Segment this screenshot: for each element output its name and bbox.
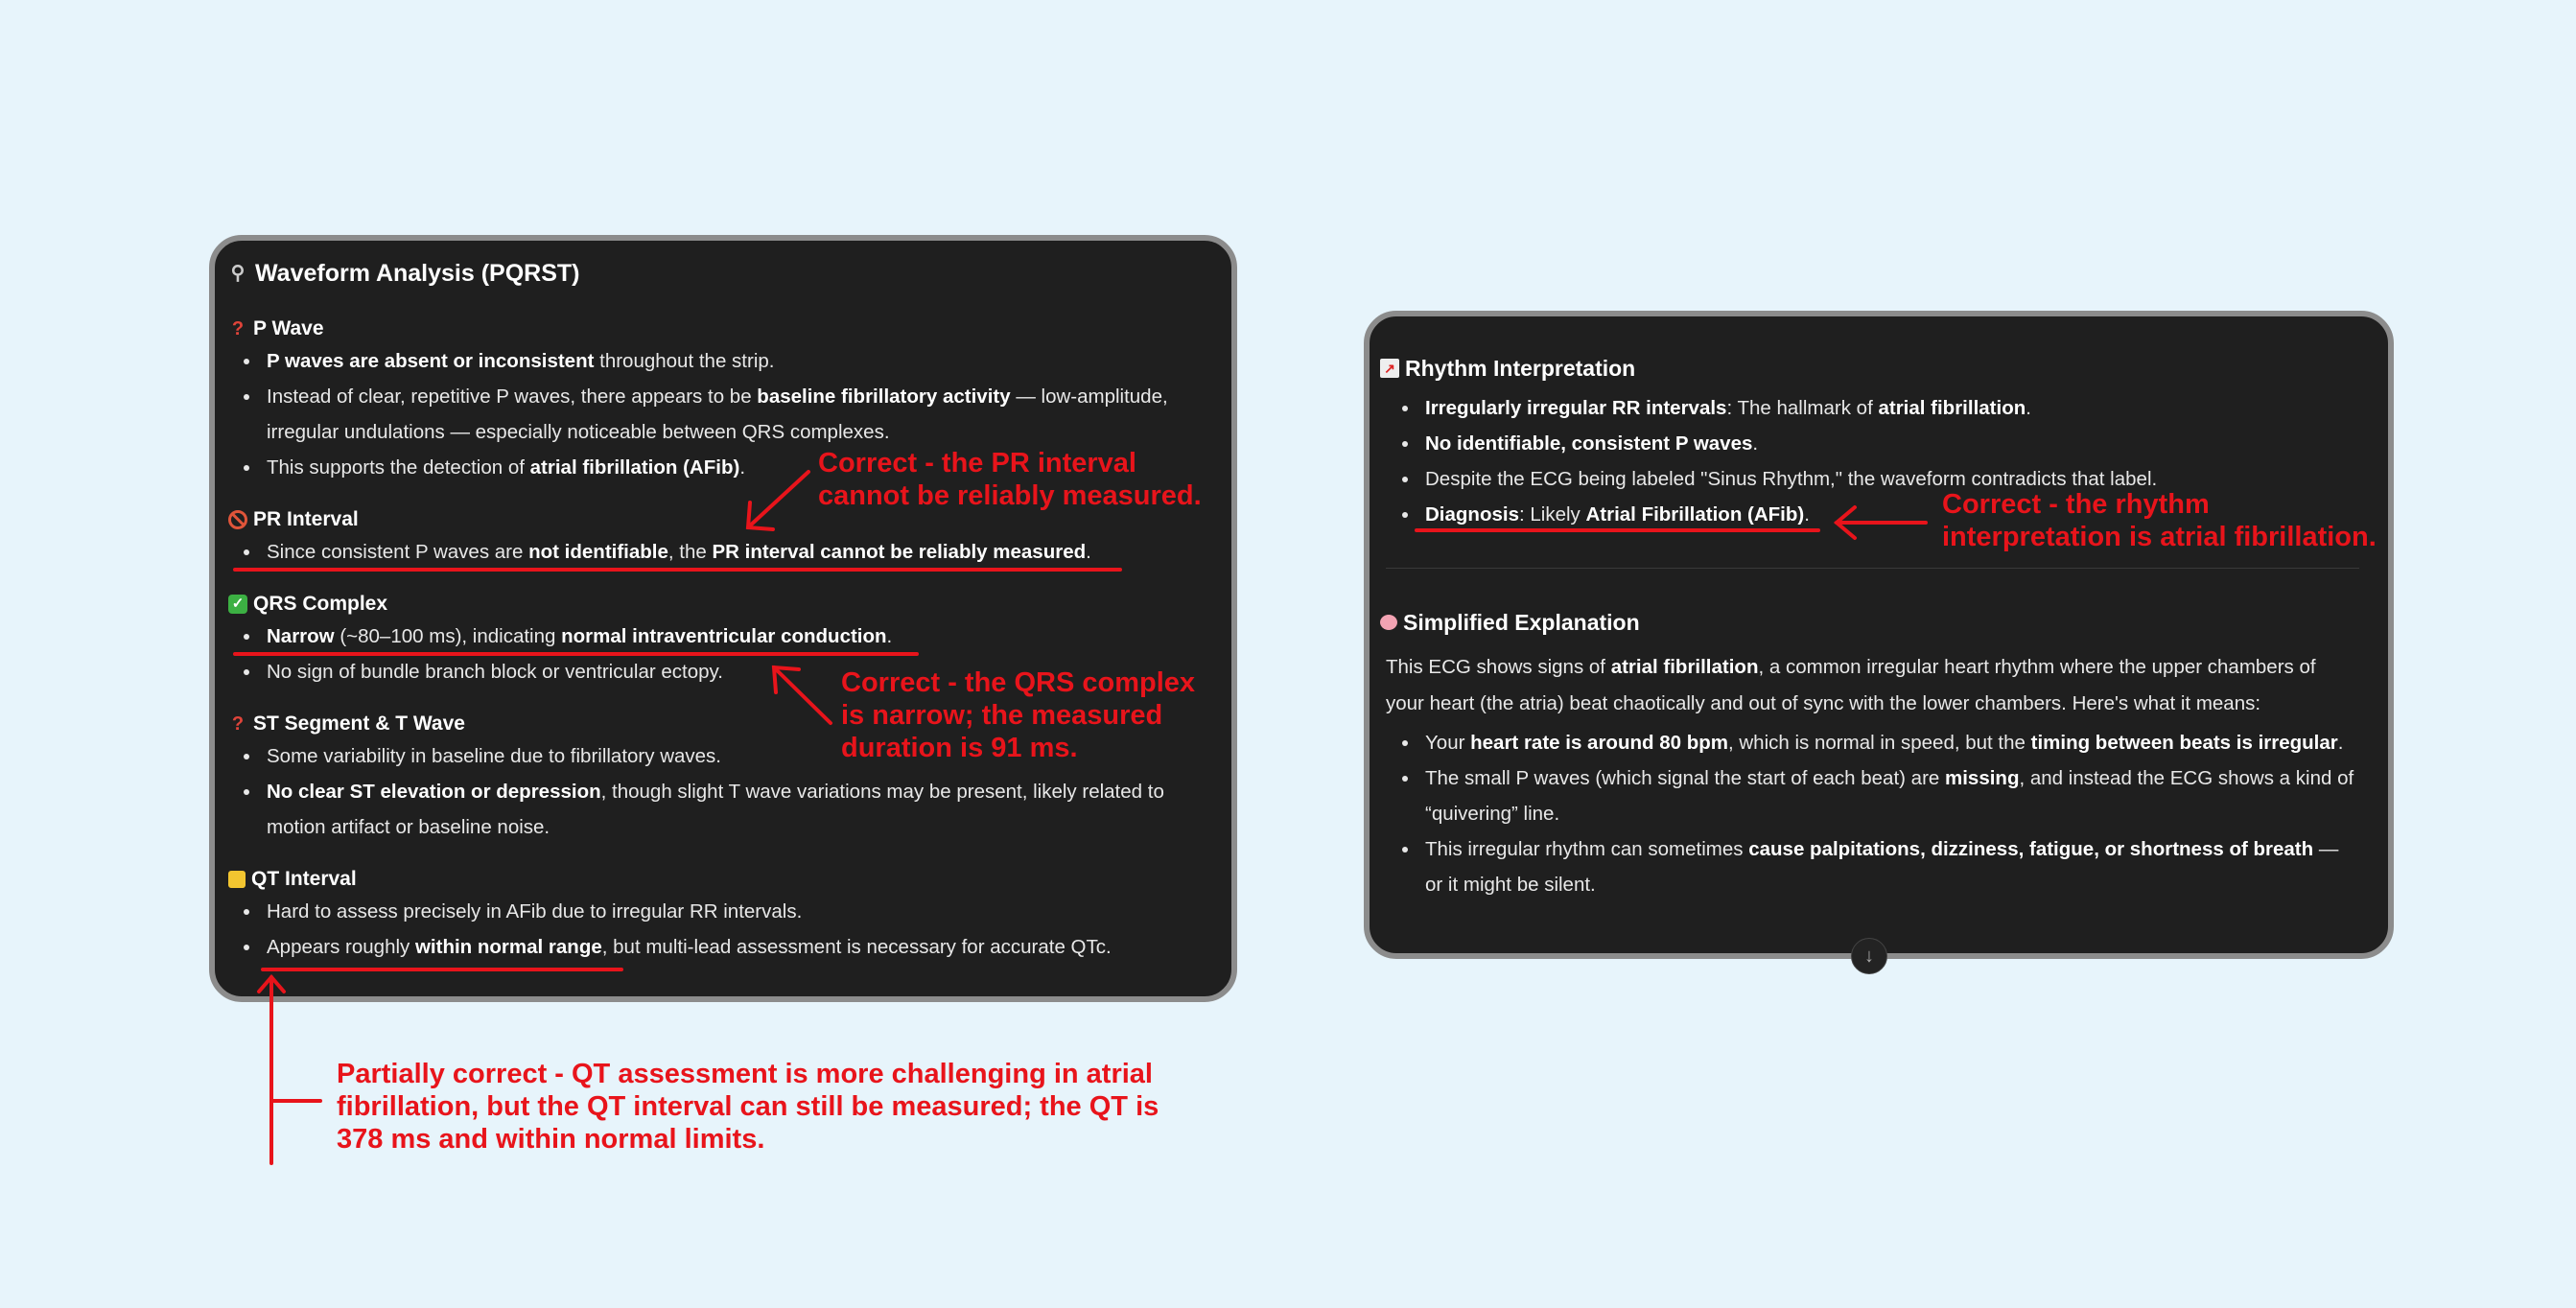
text-segment: . (739, 456, 746, 479)
bold-text: within normal range (414, 936, 602, 958)
text-segment: Instead of clear, repetitive P waves, there appears to be (267, 385, 758, 408)
list-item (267, 343, 1203, 379)
question-icon: ? (231, 318, 245, 339)
simplified-heading (1380, 608, 2359, 637)
text-segment: , which is normal in speed, but the (1727, 732, 2031, 754)
check-icon: ✓ (228, 595, 247, 614)
list-item (267, 774, 1203, 845)
section-heading-text: QRS Complex (253, 593, 388, 615)
text-segment: Some variability in baseline due to fibrillatory waves. (267, 745, 722, 767)
text-segment: , and instead the ECG shows a kind of “quivering” line. (1425, 767, 2354, 825)
bold-text: No clear ST elevation or depression (267, 781, 601, 803)
qt-bracket-arrow (259, 977, 320, 1163)
section-heading-text: PR Interval (253, 508, 359, 530)
list-item (1425, 390, 2359, 426)
title-text: Waveform Analysis (PQRST) (255, 260, 580, 287)
text-segment: This supports the detection of (267, 456, 530, 479)
simplified-list (1380, 725, 2359, 902)
text-segment: . (886, 625, 893, 647)
list-item (1425, 831, 2359, 902)
text-segment: : The hallmark of (1726, 397, 1879, 419)
list-item (267, 534, 1203, 570)
text-segment: throughout the strip. (594, 350, 775, 372)
section-heading (228, 865, 1203, 894)
bold-text: PR interval cannot be reliably measured (712, 541, 1087, 563)
annotation-line: 378 ms and within normal limits. (337, 1124, 765, 1155)
section-list (228, 894, 1203, 965)
brain-icon (1380, 615, 1397, 630)
prohibited-icon (228, 510, 247, 529)
text-segment: — low-amplitude, irregular undulations — especially noticeable between QRS complexes. (267, 385, 1168, 443)
rhythm-annotation (1942, 488, 2377, 553)
bold-text: Diagnosis (1425, 503, 1519, 526)
arrow-down-icon: ↓ (1864, 945, 1874, 967)
list-item (1425, 426, 2359, 461)
list-item (267, 929, 1203, 965)
bold-text: heart rate is around 80 bpm (1470, 732, 1728, 754)
text-segment: . (1752, 432, 1759, 455)
text-segment: , a common irregular heart rhythm where the upper chambers of your heart (the atria) beat chaotically and out of sync with the lower chambers. Here's what it means: (1386, 656, 2316, 714)
list-item (267, 894, 1203, 929)
text-segment: No sign of bundle branch block or ventricular ectopy. (267, 661, 723, 683)
qt-annotation (337, 1058, 1159, 1156)
section-heading-text: P Wave (253, 317, 324, 339)
annotation-line: Correct - the PR interval (818, 448, 1136, 479)
bold-text: timing between beats is irregular (2030, 732, 2338, 754)
bold-text: cause palpitations, dizziness, fatigue, or shortness of breath (1748, 838, 2314, 860)
annotation-line: Correct - the rhythm (1942, 489, 2210, 520)
bold-text: Narrow (267, 625, 335, 647)
yellow-square-icon (228, 871, 246, 888)
simplified-heading-text: Simplified Explanation (1403, 610, 1640, 635)
bold-text: atrial fibrillation (1878, 397, 2026, 419)
text-segment: , the (667, 541, 713, 563)
text-segment: , though slight T wave variations may be present, likely related to motion artifact or baseline noise. (267, 781, 1164, 838)
text-segment: Appears roughly (267, 936, 415, 958)
waveform-analysis-title (228, 257, 1203, 290)
text-segment: Since consistent P waves are (267, 541, 529, 563)
section-heading-text: QT Interval (251, 868, 357, 890)
bold-text: missing (1945, 767, 2020, 789)
text-segment: . (1804, 503, 1810, 526)
rhythm-panel (1364, 311, 2394, 959)
scroll-down-button[interactable] (1851, 938, 1887, 974)
bold-text: P waves are absent or inconsistent (267, 350, 595, 372)
annotation-line: Partially correct - QT assessment is more challenging in atrial (337, 1059, 1153, 1089)
text-segment: Hard to assess precisely in AFib due to irregular RR intervals. (267, 900, 803, 923)
text-segment: The small P waves (which signal the start of each beat) are (1425, 767, 1945, 789)
bold-text: atrial fibrillation (1610, 656, 1759, 678)
divider (1386, 568, 2359, 569)
text-segment: (~80–100 ms), indicating (334, 625, 562, 647)
bold-text: atrial fibrillation (AFib) (529, 456, 740, 479)
text-segment: — or it might be silent. (1425, 838, 2339, 896)
text-segment: This irregular rhythm can sometimes (1425, 838, 1749, 860)
bold-text: Atrial Fibrillation (AFib) (1585, 503, 1805, 526)
text-segment: . (2337, 732, 2344, 754)
list-item (1425, 760, 2359, 831)
list-item (1425, 725, 2359, 760)
question-icon: ? (231, 713, 245, 735)
rhythm-heading-text: Rhythm Interpretation (1405, 356, 1636, 381)
list-item (267, 619, 1203, 654)
annotation-line: interpretation is atrial fibrillation. (1942, 522, 2377, 552)
annotation-line: is narrow; the measured (841, 700, 1163, 731)
simplified-paragraph (1380, 649, 2359, 722)
section-heading (228, 590, 1203, 619)
section-heading (228, 315, 1203, 343)
chart-increasing-icon: ↗ (1380, 359, 1399, 378)
rhythm-heading (1380, 354, 2359, 383)
text-segment: Despite the ECG being labeled "Sinus Rhythm," the waveform contradicts that label. (1425, 468, 2158, 490)
bold-text: baseline fibrillatory activity (757, 385, 1011, 408)
pr-annotation (818, 447, 1202, 512)
text-segment: , but multi-lead assessment is necessary for accurate QTc. (601, 936, 1112, 958)
annotation-line: fibrillation, but the QT interval can still be measured; the QT is (337, 1091, 1159, 1122)
annotation-line: cannot be reliably measured. (818, 480, 1202, 511)
section-heading-text: ST Segment & T Wave (253, 712, 465, 735)
bold-text: not identifiable (528, 541, 668, 563)
magnifier-icon: ⚲ (230, 263, 246, 284)
qrs-annotation (841, 666, 1195, 764)
text-segment: Your (1425, 732, 1471, 754)
text-segment: This ECG shows signs of (1386, 656, 1611, 678)
bold-text: Irregularly irregular RR intervals (1425, 397, 1727, 419)
text-segment: . (2026, 397, 2031, 419)
bold-text: normal intraventricular conduction (561, 625, 887, 647)
annotation-line: Correct - the QRS complex (841, 667, 1196, 698)
text-segment: . (1086, 541, 1091, 563)
text-segment: : Likely (1518, 503, 1586, 526)
section-list (228, 534, 1203, 570)
list-item (267, 379, 1203, 450)
bold-text: No identifiable, consistent P waves (1425, 432, 1753, 455)
waveform-analysis-panel (209, 235, 1237, 1002)
annotation-line: duration is 91 ms. (841, 733, 1078, 763)
